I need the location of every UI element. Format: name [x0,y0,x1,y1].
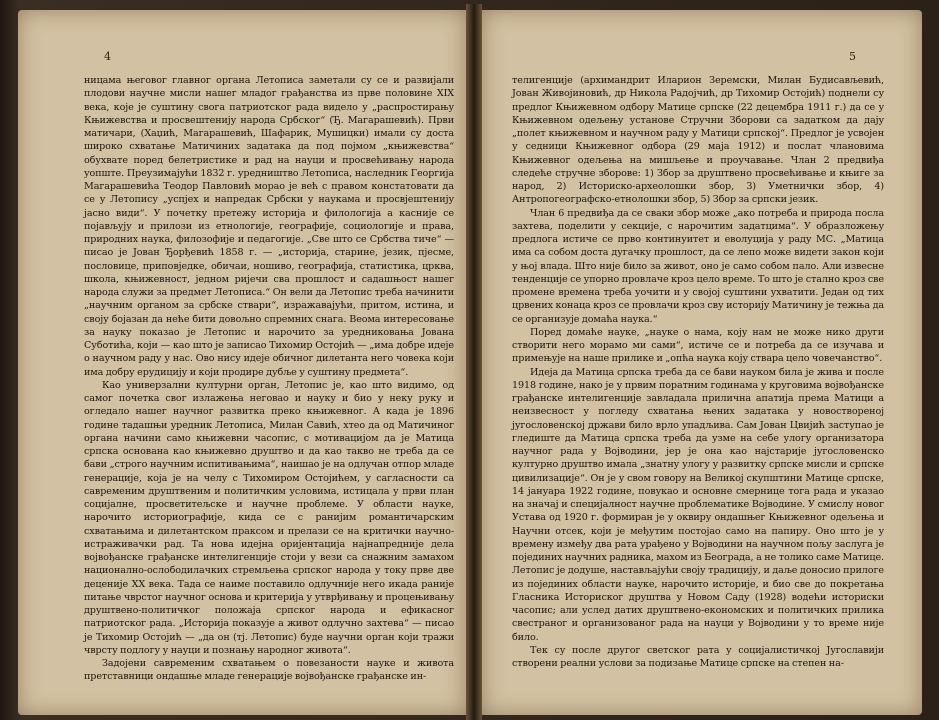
paragraph: Поред домаће науке, „науке о нама, коју нам не може нико други створити него морамо ми сами“, истиче се и потреба да се изучава и примењује на наше прилике и „опћа наука коју ствара цело човечанство“. [512,326,884,365]
paragraph: телигенције (архимандрит Иларион Зеремски, Милан Будисављевић, Јован Живојиновић, др Никола Радојчић, др Тихомир Остојић) поднели су предлог Књижевном одбору Матице српске (22 децембра 1911 г.) да се у Књижевном одељењу установе Стручни Зборови са задатком да дају „полет књижевном и научном раду у Матици српској“. Предлог је усвојен у седници Књижевног одбора (29 маја 1912) и послат члановима Књижевног одељења на мишљење и проучавање. Члан 2 предвиђа следеће стручне зборове: 1) Збор за друштвено просвећивање и књиге за народ, 2) Историско-археолошки збор, 3) Уметнички збор, 4) Антропогеографско-етнолошки збор, 5) Збор за српски језик. [512,75,884,206]
paragraph: Тек су после другог светског рата у социјалистичкој Југославији створени реални услови за подизање Матице српске на степен на- [512,644,884,669]
page-body [84,74,454,684]
book-gutter [466,4,482,720]
page-number: 4 [104,50,111,63]
page-number: 5 [849,50,856,63]
right-page [482,10,922,715]
page-body [512,74,884,670]
paragraph: Члан 6 предвиђа да се сваки збор може „ако потреба и природа посла захтева, поделити у секције, с нарочитим задатцима“. У образложењу предлога истиче се прво континуитет и еволуција у раду МС. „Матица има са собом доста дугачку прошлост, да се лепо може видети закон који у њој влада. Што није било за живот, оно је само собом пало. Али извесне тенденције се упорно провлаче кроз цело време. То што је стално кроз све промене времена треба уочити и у својој суштини ухватити. Један од тих црвених конаца кроз се провлачи кроз сву историју Матичину је тежња да се организује домаћа наука.“ [512,207,884,325]
paragraph: Као универзални културни орган, Летопис је, као што видимо, од самог почетка свог излажења неговао и науку и био у неку руку и огледало нашег научног развитка преко књижевног. А када је 1896 године тадашњи уредник Летописа, Милан Савић, хтео да од Матичиног органа начини само књижевни часопис, с мотивацијом да је Матица српска основана као књижевно друштво и да као такво не треба да се бави „строго научним испитивањима“, наишао је на одлучан отпор младе генерације, која је на челу с Тихомиром Остојићем, у сагласности са савременим друштвеним и политичким условима, истицала у први план социјалне, просветитељске и научне проблеме. У области науке, нарочито историографије, кида се с ранијим романтичарским схватањима и дилетантском праксом и прелази се на критички научно-истраживачки рад. Та нова идејна оријентација најнапредније дела војвођанске грађанске интелигенције стоји у вези са снажним замахом национално-ослободилачких стремљења српског народа у току прве две деценије XX века. Тада се наиме поставило одлучније него икада раније питање чврстог научног основа и критерија у утврђивању и процењивању друштвено-политичког положаја српског народа и ефикасног патриотског рада. „Историја показује а живот одлучно захтева“ — писао је Тихомир Остојић — „да он (тј. Летопис) буде научни орган који тражи чврсту подлогу у науци и познању народног живота“. [84,379,454,656]
paragraph: Задојени савременим схватањем о повезаности науке и живота претставници ондашње младе генерације војвођанске грађанске ин- [84,658,454,683]
paragraph: Идеја да Матица српска треба да се бави науком била је жива и после 1918 године, нако је у првим поратним годинама у круговима војвођанске грађанске интелигенције завладала прилична апатија према Матици а неизвесност у погледу схватања њених задатака у новоствореној југословенској држави било врло упадљива. Сам Јован Цвијић заступао је гледиште да Матица српска треба да узме на себе улогу организатора научног рада у Војводини, јер је она као најстарије југословенско културно друштво имала „знатну улогу у развитку српске мисли и српске цивилизације“. Он је у свом говору на Великој скупштини Матице српске, 14 јануара 1922 године, повукао и основне смернице тога рада и указао на значај и специјалност научне проблематике Војводине. У смислу новог Устава од 1920 г. формиран је у оквиру ондашњег Књижевног одељења и Научни отсек, који је међутим постојао само на папиру. Оно што је у времену између два рата урађено у Војводини на научном пољу заслуга је појединих научних радника, махом из Београда, а не толико саме Матице. Летопис је додуше, настављајући своју традицију, и даље доносио прилоге из појединих области науке, нарочито историје, и био све до покретања Гласника Историског друштва у Новом Саду (1928) водећи историски часопис; али услед датих друштвено-економских и политичких прилика свестраног и организованог рада на науци у Војводини у то време није било. [512,366,884,643]
paragraph: ницама његовог главног органа Летописа заметали су се и развијали плодови научне мисли нашег младог грађанства из прве половине XIX века, које је суштину свога патриотског рада видело у „распростирању Књижевства и просвештенију народа Србског“ (Ђ. Магарашевић). Први матичари, (Хаџић, Магарашевић, Шафарик, Мушицки) имали су доста широко схватање Матичиних задатака да под појмом „књижевства“ обухвате поред белетристике и рад на науци и просвећивању народа уопште. Преузимајући 1832 г. уредништво Летописа, наследник Георгија Магарашевића Теодор Павловић морао је већ с правом констатовати да се у Летопису „успјех и напредак Србски у наукама и просвјештенију јасно види“. У почетку претежу историја и филологија а касније се појављују и прилози из етнологије, географије, социологије и права, природних наука, филозофије и педагогије. „Све што се Србства тиче“ — писао је Јован Ђорђевић 1858 г. — „историја, старине, језик, пјесме, пословице, приповједке, обичаи, ношиво, географија, статистика, црква, школа, књижевност, једном ријечи сва прошлост и садашњост нашег народа служи за предмет Летописа.“ Он вели да Летопис треба начинити „научним органом за србске ствари“, изражавајући, притом, истина, и своју бојазан да неће бити довољно спремних снага. Веома интересовање за науку показао је Летопис и нарочито за уредниковања Јована Суботића, који — као што је записао Тихомир Остојић — „има добре идеје о научном раду у нас. Ово нису идеје обичног дилетанта него човека који има добру ерудицију и који продире дубље у суштину предмета“. [84,75,454,378]
left-page [18,10,466,715]
